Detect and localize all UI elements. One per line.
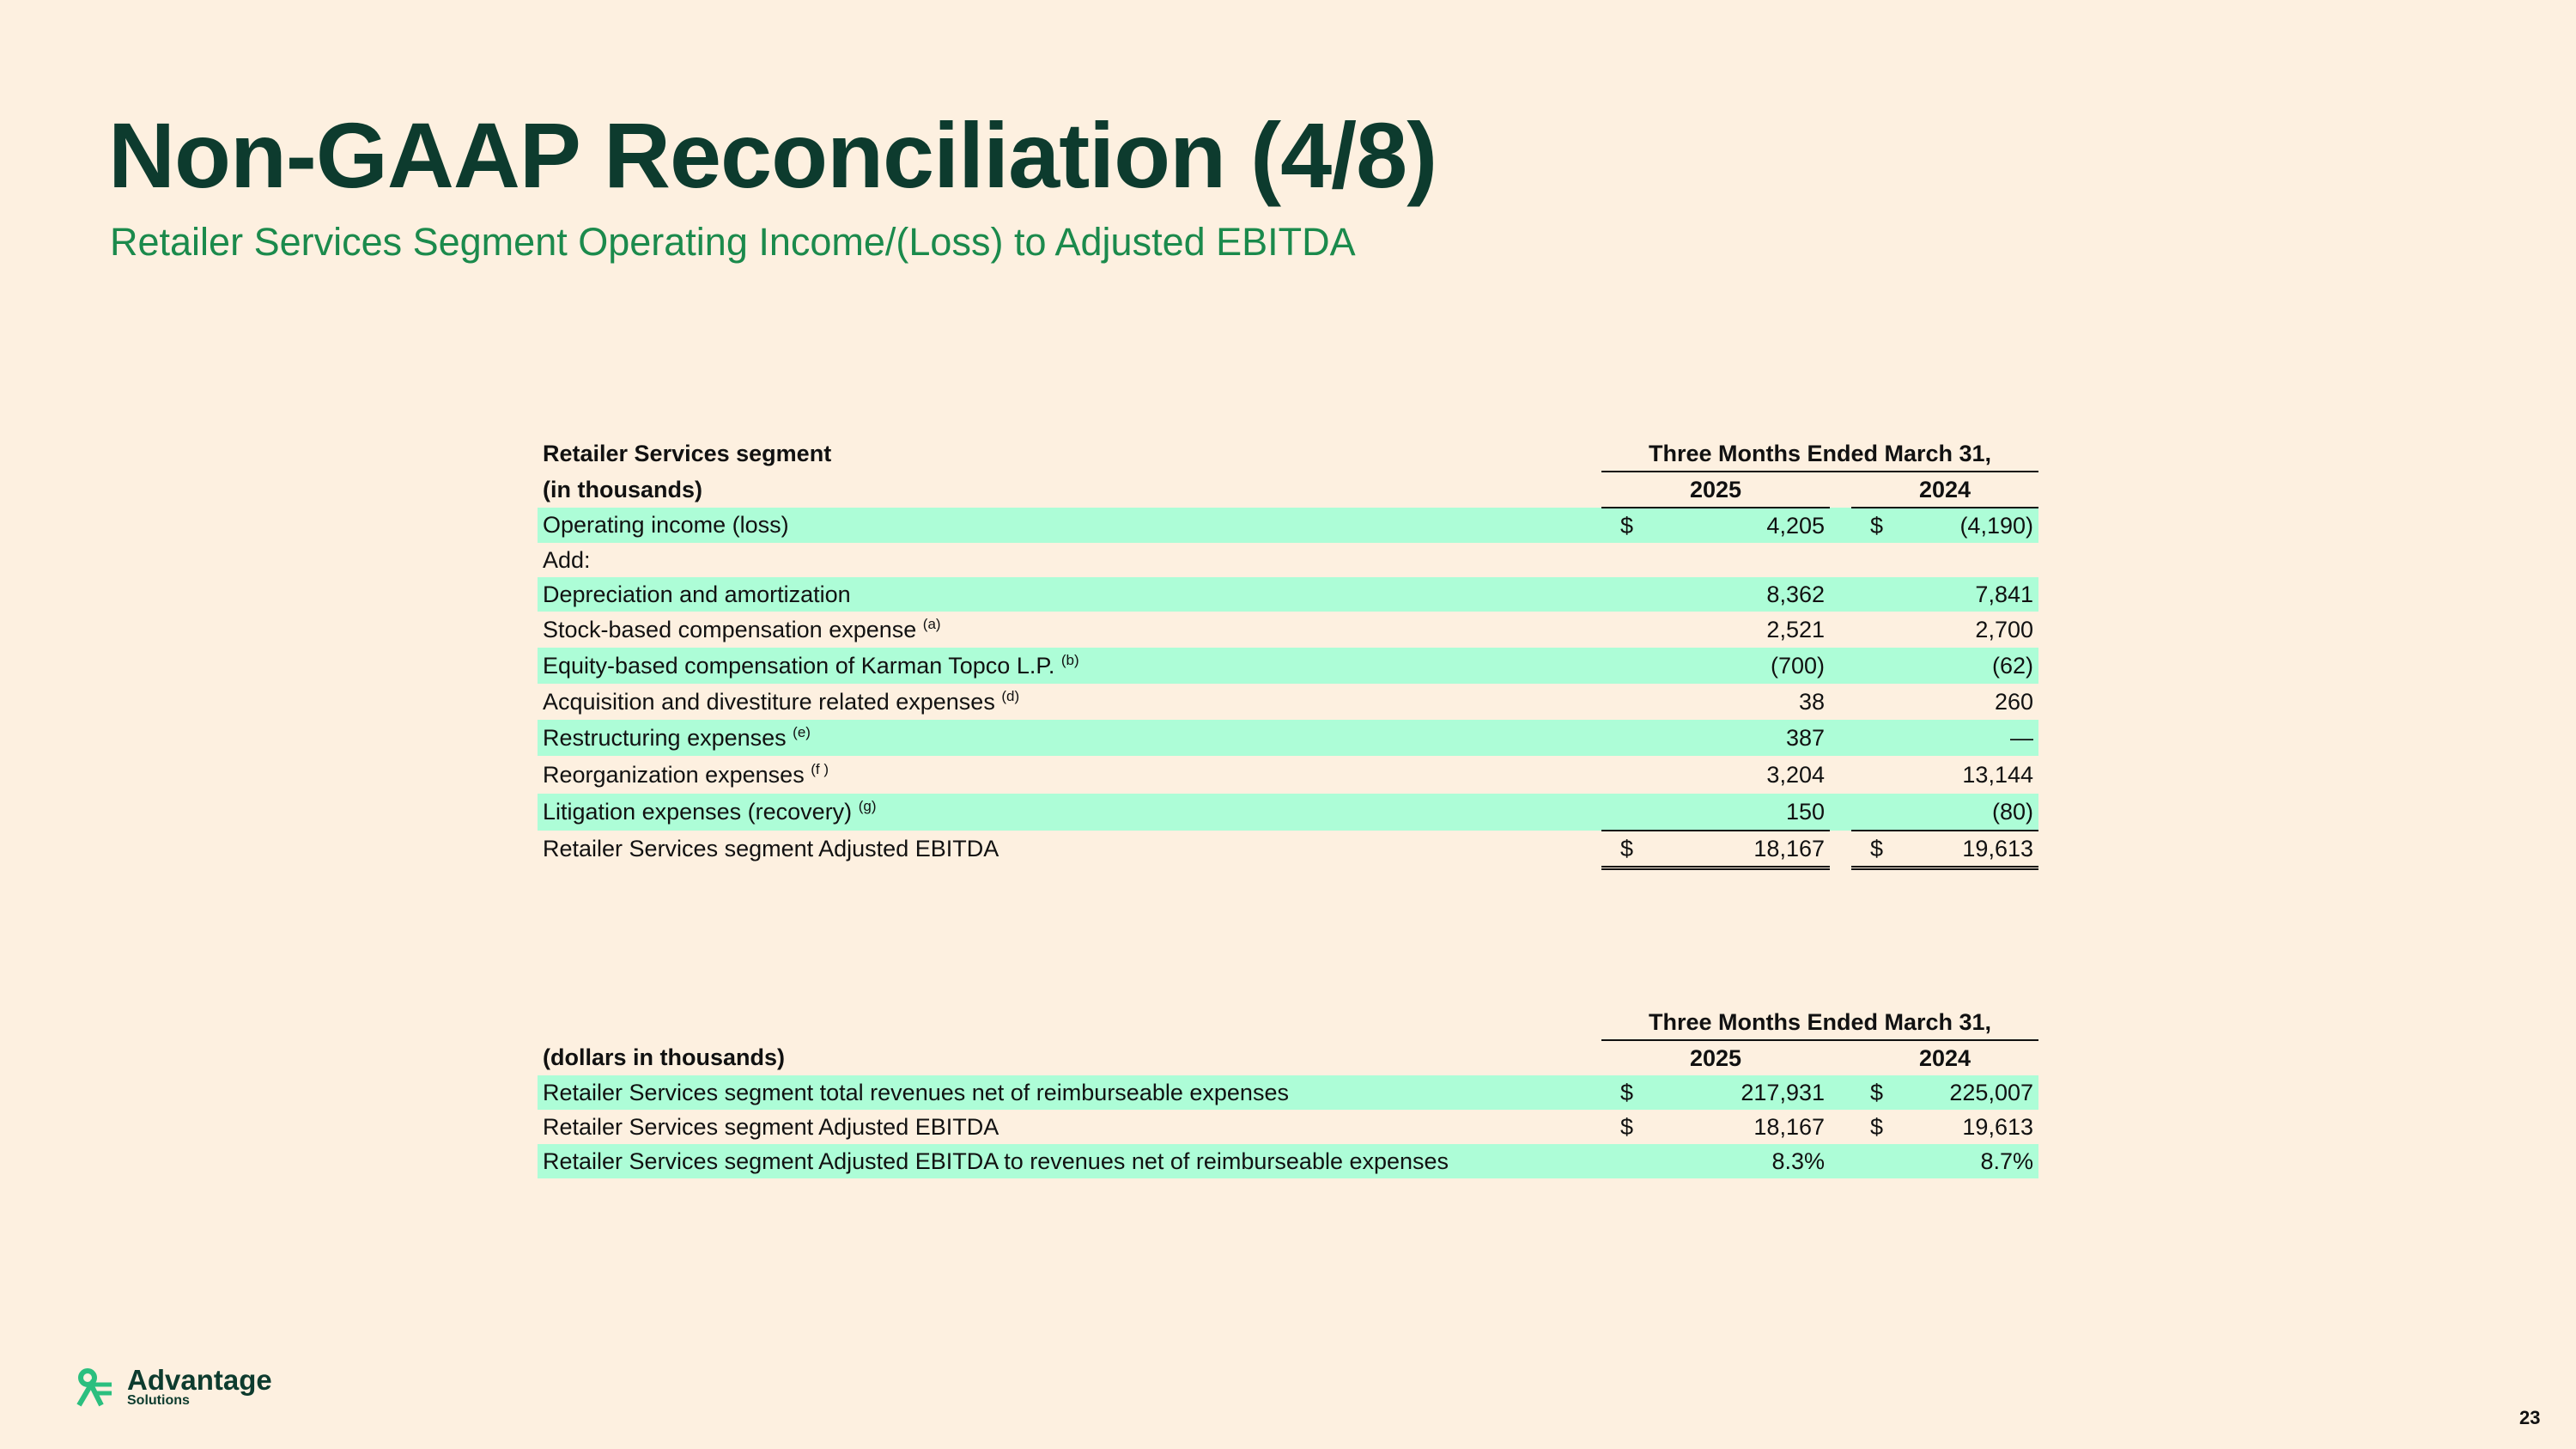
reconciliation-table (538, 436, 2038, 870)
value-2025 (1601, 543, 1830, 577)
row-label: Add: (543, 546, 591, 573)
value-2024: 7,841 (1851, 577, 2038, 612)
period-header: Three Months Ended March 31, (1601, 1005, 2038, 1040)
margin-table (538, 1005, 2038, 1178)
value-2024: $ 19,613 (1870, 1113, 2033, 1140)
value-2025: 150 (1601, 794, 1830, 831)
table-row (538, 508, 2038, 543)
table-row (538, 543, 2038, 577)
value-2025: 8.3% (1601, 1144, 1830, 1178)
page-number: 23 (2519, 1407, 2541, 1428)
value-2024: 8.7% (1851, 1144, 2038, 1178)
footnote-ref: (b) (1060, 651, 1079, 668)
table-row (538, 1110, 2038, 1144)
table-row (538, 756, 2038, 794)
value-2025: 8,362 (1601, 577, 1830, 612)
logo-text: Advantage (127, 1364, 272, 1396)
row-label: Operating income (loss) (538, 508, 1601, 543)
value-2025: 3,204 (1766, 761, 1825, 788)
value-2024: (62) (1851, 648, 2038, 684)
table-row (538, 720, 2038, 756)
table-row (538, 612, 2038, 648)
value-2024 (1851, 543, 2038, 577)
table-row (538, 1144, 2038, 1178)
row-label: Equity-based compensation of Karman Topco L.P. $^{(b)}$ (538, 648, 1601, 684)
advantage-solutions-logo (76, 1366, 272, 1408)
value-2025: 2,521 (1766, 616, 1825, 642)
footnote-ref: (g) (858, 798, 877, 814)
row-label: Reorganization expenses $^{(f )}$ (543, 760, 829, 788)
value-2024: $ 19,613 (1851, 831, 2038, 868)
page-title: Non-GAAP Reconciliation (4/8) (108, 103, 1437, 207)
period-header: Three Months Ended March 31, (1601, 436, 2038, 472)
value-2024: $ 225,007 (1851, 1075, 2038, 1110)
value-2025: $ 4,205 (1601, 508, 1830, 543)
table-row (538, 1075, 2038, 1110)
row-label: Retailer Services segment Adjusted EBITDA to revenues net of reimburseable expenses (538, 1144, 1601, 1178)
logo-subtext: Solutions (127, 1393, 190, 1408)
table-row (538, 577, 2038, 612)
value-2024: — (1851, 720, 2038, 756)
table-row (538, 648, 2038, 684)
year-2024: 2024 (1851, 472, 2038, 508)
footnote-ref: (d) (1001, 687, 1020, 704)
footnote-ref: (e) (793, 723, 811, 740)
row-label: Litigation expenses (recovery) $^{(g)}$ (538, 794, 1601, 831)
year-2025: 2025 (1689, 1044, 1742, 1071)
row-label: Stock-based compensation expense $^{(a)}$ (543, 615, 941, 642)
table-header-row (538, 436, 2038, 472)
year-2024: 2024 (1918, 1044, 1971, 1071)
units-label: (dollars in thousands) (543, 1044, 786, 1070)
value-2024: 260 (1994, 688, 2033, 715)
page-subtitle: Retailer Services Segment Operating Income/(Loss) to Adjusted EBITDA (110, 220, 1356, 264)
units-label: (in thousands) (543, 476, 702, 502)
value-2025: $ 18,167 (1601, 831, 1830, 868)
row-label: Retailer Services segment Adjusted EBITDA (543, 836, 999, 862)
table-row (538, 794, 2038, 831)
table-years-row (538, 1040, 2038, 1075)
table-years-row (538, 472, 2038, 508)
value-2025: (700) (1601, 648, 1830, 684)
row-label: Restructuring expenses $^{(e)}$ (538, 720, 1601, 756)
value-2025: $ 18,167 (1620, 1113, 1825, 1140)
value-2025: $ 217,931 (1601, 1075, 1830, 1110)
table-row (538, 831, 2038, 868)
row-label: Retailer Services segment total revenues net of reimburseable expenses (538, 1075, 1601, 1110)
year-2025: 2025 (1601, 472, 1830, 508)
value-2024: 13,144 (1962, 761, 2033, 788)
row-label: Retailer Services segment Adjusted EBITDA (543, 1113, 999, 1140)
table-header-row (538, 1005, 2038, 1040)
value-2025: 387 (1601, 720, 1830, 756)
value-2024: (80) (1851, 794, 2038, 831)
logo-mark-icon (76, 1367, 115, 1407)
footnote-ref: (a) (922, 615, 941, 632)
row-label: Acquisition and divestiture related expenses $^{(d)}$ (543, 687, 1020, 715)
table-title: Retailer Services segment (543, 441, 832, 466)
table-row (538, 684, 2038, 720)
value-2024: 2,700 (1975, 616, 2033, 642)
value-2024: $ (4,190) (1851, 508, 2038, 543)
footnote-ref: (f ) (811, 760, 829, 777)
value-2025: 38 (1798, 688, 1825, 715)
row-label: Depreciation and amortization (538, 577, 1601, 612)
